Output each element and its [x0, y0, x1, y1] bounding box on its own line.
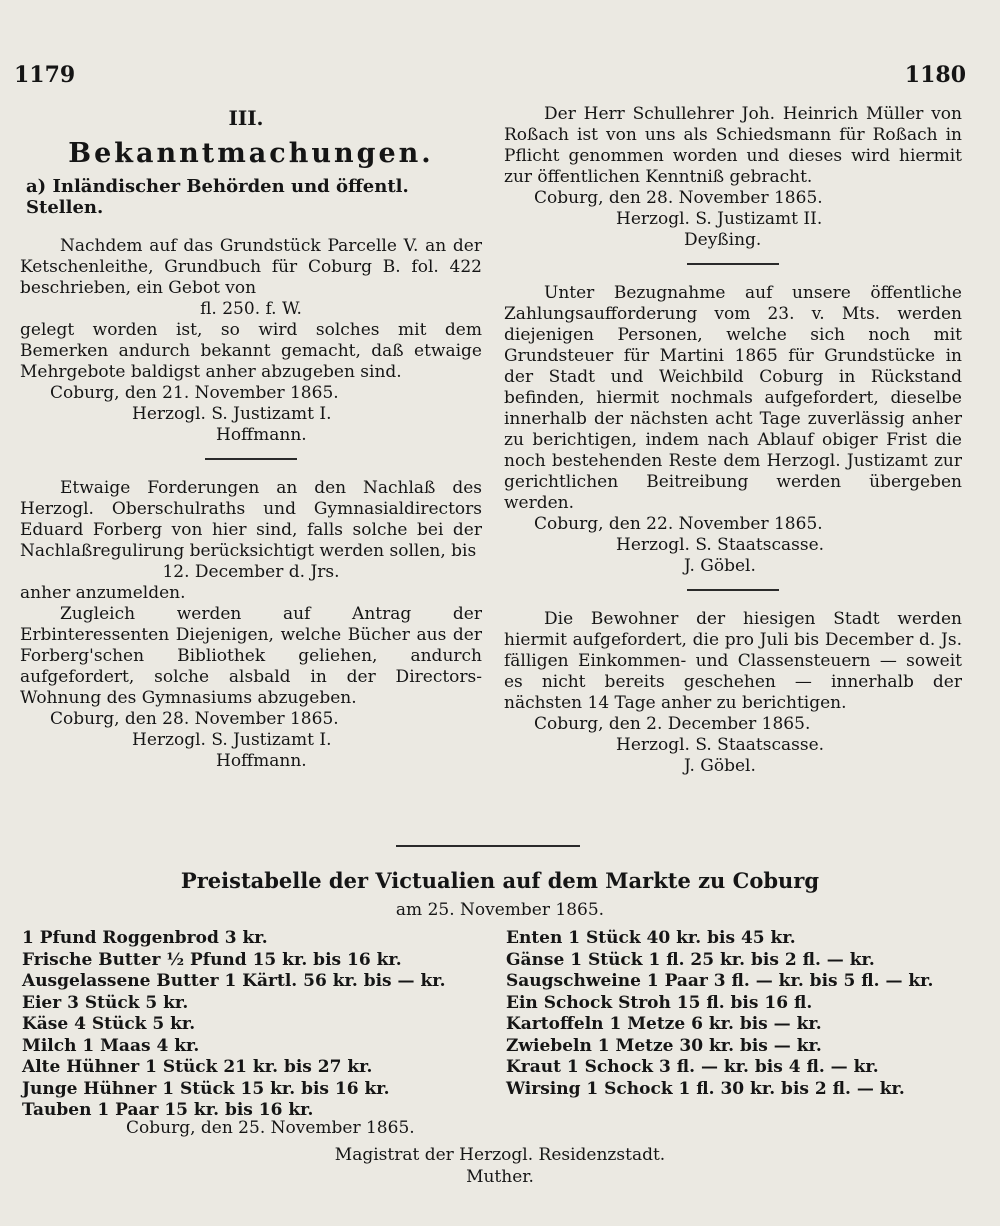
section-number: III.	[228, 106, 264, 130]
price-item: Tauben 1 Paar 15 kr. bis 16 kr.	[22, 1100, 314, 1120]
notice-classensteuer	[504, 609, 962, 777]
notice-deadline: 12. December d. Jrs.	[162, 562, 340, 582]
notice-text: Unter Bezugnahme auf unsere öffentliche Zahlungsaufforderung vom 23. v. Mts. werden diejenigen Personen, welche sich noch mit Grundsteuer für Martini 1865 für Grundstücke in der Stadt und Weichbild Coburg in Rückstand befinden, hiermit nochmals aufgefordert, dieselbe innerhalb der nächsten acht Tage zuverlässig anher zu berichtigen, indem nach Ablauf obiger Frist die noch bestehenden Reste dem Herzogl. Justizamt zur gerichtlichen Beitreibung werden übergeben werden.	[504, 283, 962, 513]
notice-grundsteuer	[504, 283, 962, 577]
divider	[687, 263, 779, 265]
price-item: Kartoffeln 1 Metze 6 kr. bis — kr.	[506, 1014, 822, 1034]
price-item: Wirsing 1 Schock 1 fl. 30 kr. bis 2 fl. — kr.	[506, 1078, 905, 1099]
notice-text: Zugleich werden auf Antrag der Erbinteressenten Diejenigen, welche Bücher aus der Forberg'schen Bibliothek geliehen, andurch aufgefordert, solche alsbald in der Directors-Wohnung des Gymnasiums abzugeben.	[20, 604, 482, 708]
notice-date: Coburg, den 2. December 1865.	[534, 714, 811, 734]
price-table-title: Preistabelle der Victualien auf dem Markte zu Coburg	[180, 868, 820, 893]
notice-text: Etwaige Forderungen an den Nachlaß des Herzogl. Oberschulraths und Gymnasialdirectors Eduard Forberg von hier sind, falls solche bei der Nachlaßregulirung berücksichtigt werden sollen, bis	[20, 478, 482, 561]
price-list-left	[22, 928, 502, 1122]
price-table-signature: Muther.	[466, 1167, 534, 1187]
notice-signature: Hoffmann.	[216, 751, 307, 771]
price-table-issuer: Magistrat der Herzogl. Residenzstadt.	[334, 1145, 666, 1165]
price-item: Frische Butter ½ Pfund 15 kr. bis 16 kr.	[22, 949, 402, 970]
price-item: Käse 4 Stück 5 kr.	[22, 1014, 196, 1034]
price-table-signed-date: Coburg, den 25. November 1865.	[126, 1118, 415, 1138]
left-column	[20, 108, 482, 772]
price-item: Eier 3 Stück 5 kr.	[22, 992, 189, 1013]
notice-text: anher anzumelden.	[20, 583, 186, 603]
price-item: 1 Pfund Roggenbrod 3 kr.	[22, 928, 268, 948]
notice-signature: J. Göbel.	[684, 556, 756, 576]
notice-signature: Deyßing.	[684, 230, 762, 250]
notice-authority: Herzogl. S. Justizamt I.	[132, 730, 332, 750]
price-item: Kraut 1 Schock 3 fl. — kr. bis 4 fl. — kr.	[506, 1057, 879, 1077]
notice-nachlass	[20, 478, 482, 772]
notice-text: Nachdem auf das Grundstück Parcelle V. an der Ketschenleithe, Grundbuch für Coburg B. fol. 422 beschrieben, ein Gebot von	[20, 236, 482, 298]
page-number-left: 1179	[14, 62, 76, 88]
price-item: Zwiebeln 1 Metze 30 kr. bis — kr.	[506, 1035, 822, 1056]
price-item: Gänse 1 Stück 1 fl. 25 kr. bis 2 fl. — kr.	[506, 949, 875, 970]
price-item: Alte Hühner 1 Stück 21 kr. bis 27 kr.	[22, 1057, 373, 1077]
price-item: Ausgelassene Butter 1 Kärtl. 56 kr. bis — kr.	[22, 971, 446, 991]
notice-date: Coburg, den 21. November 1865.	[50, 383, 339, 403]
section-divider	[396, 845, 580, 847]
notice-grundstueck	[20, 236, 482, 446]
price-item: Junge Hühner 1 Stück 15 kr. bis 16 kr.	[22, 1078, 390, 1099]
right-column	[504, 104, 962, 777]
notice-date: Coburg, den 28. November 1865.	[50, 709, 339, 729]
notice-authority: Herzogl. S. Staatscasse.	[616, 735, 825, 755]
notice-text: Der Herr Schullehrer Joh. Heinrich Müller von Roßach ist von uns als Schiedsmann für Roßach in Pflicht genommen worden und dieses wird hiermit zur öffentlichen Kenntniß gebracht.	[504, 104, 962, 187]
price-item: Milch 1 Maas 4 kr.	[22, 1035, 200, 1056]
price-item: Enten 1 Stück 40 kr. bis 45 kr.	[506, 928, 796, 948]
notice-date: Coburg, den 22. November 1865.	[534, 514, 823, 534]
notice-date: Coburg, den 28. November 1865.	[534, 188, 823, 208]
notice-schiedsmann	[504, 104, 962, 251]
notice-signature: J. Göbel.	[684, 756, 756, 776]
page-number-right: 1180	[904, 62, 966, 88]
notice-amount: fl. 250. f. W.	[200, 299, 302, 319]
notice-authority: Herzogl. S. Justizamt I.	[132, 404, 332, 424]
price-item: Ein Schock Stroh 15 fl. bis 16 fl.	[506, 992, 813, 1013]
notice-text: Die Bewohner der hiesigen Stadt werden hiermit aufgefordert, die pro Juli bis December d. Js. fälligen Einkommen- und Classensteuern — soweit es nicht bereits geschehen — innerhalb der nächsten 14 Tage anher zu berichtigen.	[504, 609, 962, 713]
notice-signature: Hoffmann.	[216, 425, 307, 445]
notice-authority: Herzogl. S. Staatscasse.	[616, 535, 825, 555]
divider	[205, 458, 297, 460]
notice-authority: Herzogl. S. Justizamt II.	[616, 209, 823, 229]
divider	[687, 589, 779, 591]
price-list-right	[506, 928, 976, 1100]
notice-text: gelegt worden ist, so wird solches mit dem Bemerken andurch bekannt gemacht, daß etwaige Mehrgebote baldigst anher abzugeben sind.	[20, 320, 482, 382]
section-subheading: a) Inländischer Behörden und öffentl. Stellen.	[26, 176, 409, 218]
price-table-date: am 25. November 1865.	[395, 900, 605, 920]
price-item: Saugschweine 1 Paar 3 fl. — kr. bis 5 fl. — kr.	[506, 971, 934, 991]
section-title: Bekanntmachungen.	[68, 138, 434, 169]
